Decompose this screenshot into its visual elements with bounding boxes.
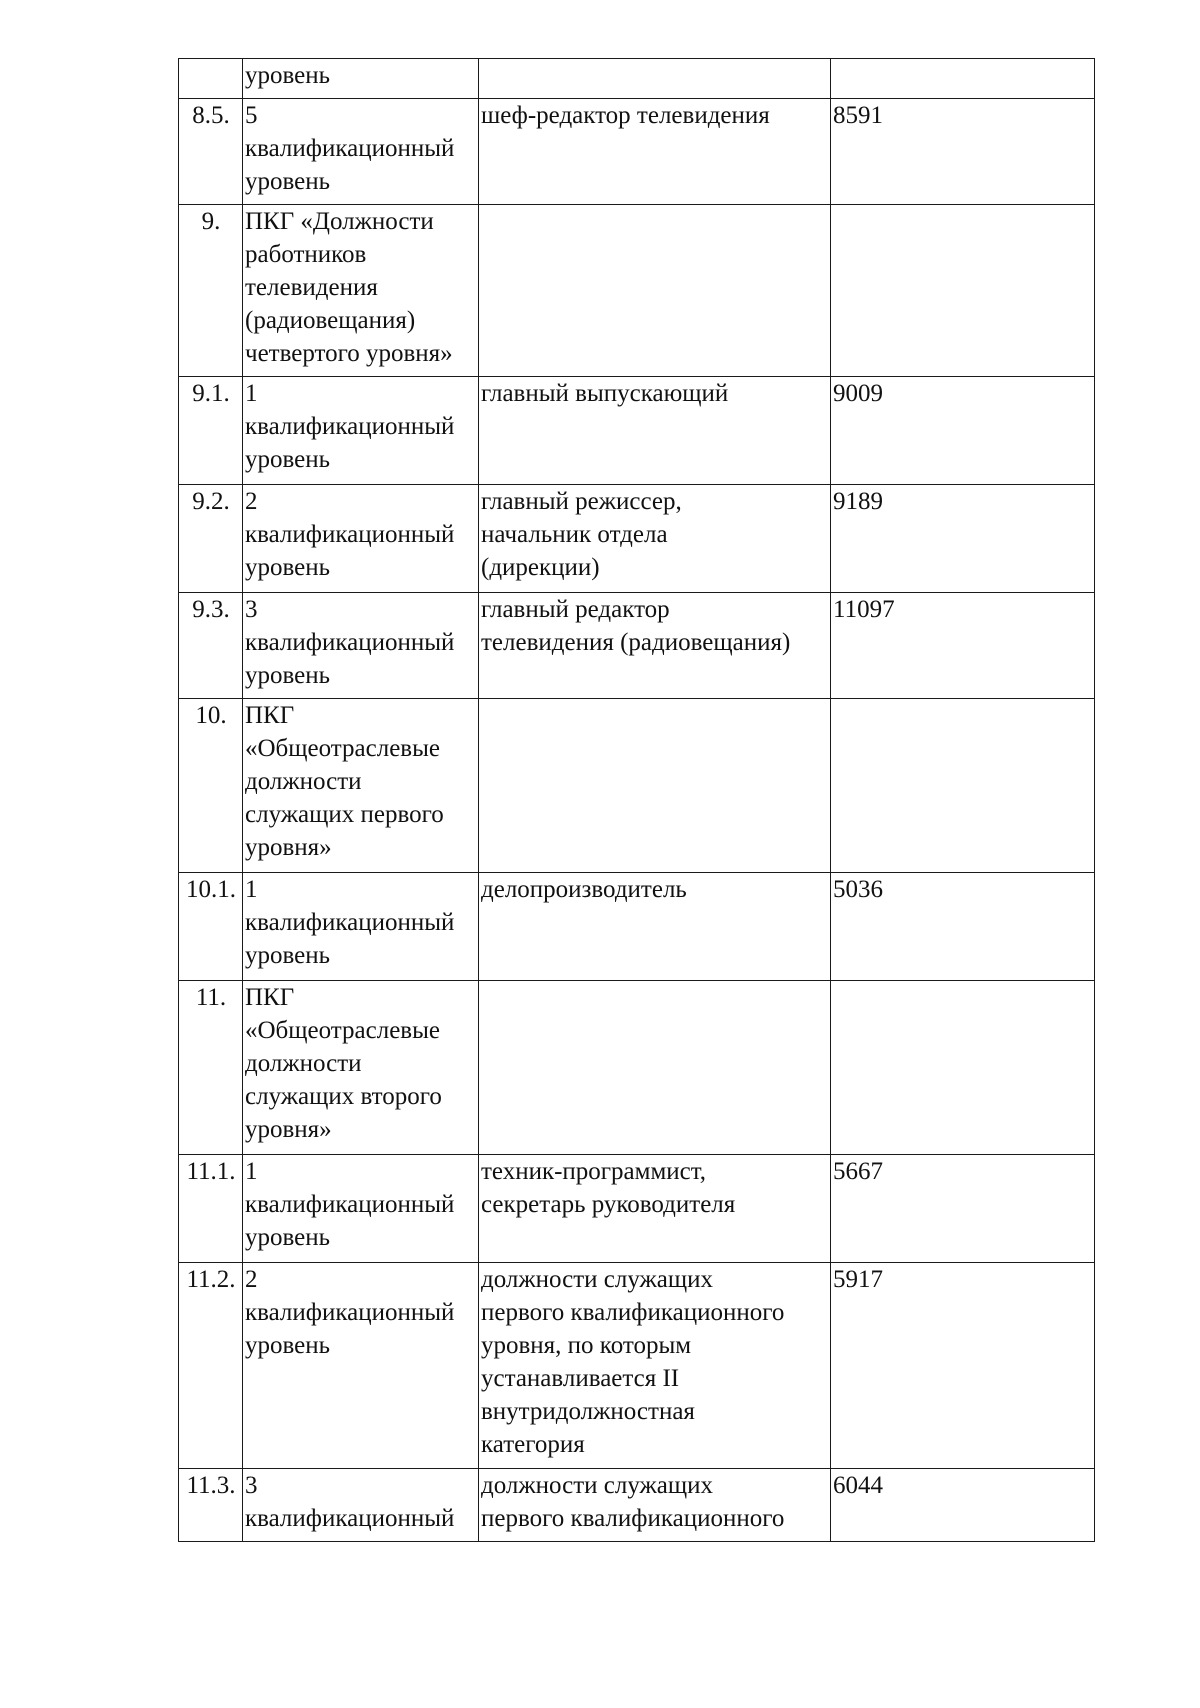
qualification-level: уровень: [243, 59, 479, 99]
salary-value: 5667: [831, 1155, 1095, 1263]
qualification-level: 1 квалификационный уровень: [243, 1155, 479, 1263]
table-row: [179, 377, 1095, 485]
table-row: [179, 699, 1095, 873]
table-row: [179, 99, 1095, 205]
salary-value: [831, 981, 1095, 1155]
position-name: [479, 699, 831, 873]
salary-value: 8591: [831, 99, 1095, 205]
position-name: делопроизводитель: [479, 873, 831, 981]
table-row: [179, 981, 1095, 1155]
row-number: 11.1.: [179, 1155, 243, 1263]
group-number: 9.: [179, 205, 243, 377]
group-number: 10.: [179, 699, 243, 873]
salary-value: 6044: [831, 1469, 1095, 1542]
salary-value: 5036: [831, 873, 1095, 981]
salary-value: [831, 699, 1095, 873]
row-number: 9.1.: [179, 377, 243, 485]
qualification-level: 1 квалификационный уровень: [243, 873, 479, 981]
position-name: главный режиссер, начальник отдела (дирекции): [479, 485, 831, 593]
table-row: [179, 593, 1095, 699]
row-number: 8.5.: [179, 99, 243, 205]
position-name: техник-программист, секретарь руководителя: [479, 1155, 831, 1263]
salary-value: 5917: [831, 1263, 1095, 1469]
salary-value: 11097: [831, 593, 1095, 699]
row-number: [179, 59, 243, 99]
table-row: [179, 1155, 1095, 1263]
table-row: [179, 1469, 1095, 1542]
row-number: 11.2.: [179, 1263, 243, 1469]
table-row: [179, 485, 1095, 593]
position-name: должности служащих первого квалификационного уровня, по которым устанавливается II внутридолжностная категория: [479, 1263, 831, 1469]
table-row: [179, 873, 1095, 981]
row-number: 9.2.: [179, 485, 243, 593]
professional-group-title: ПКГ «Общеотраслевые должности служащих первого уровня»: [243, 699, 479, 873]
salary-value: [831, 59, 1095, 99]
group-number: 11.: [179, 981, 243, 1155]
salary-value: 9189: [831, 485, 1095, 593]
position-name: [479, 981, 831, 1155]
position-name: должности служащих первого квалификационного: [479, 1469, 831, 1542]
qualification-level: 2 квалификационный уровень: [243, 485, 479, 593]
professional-group-title: ПКГ «Должности работников телевидения (радиовещания) четвертого уровня»: [243, 205, 479, 377]
salary-table: [178, 58, 1095, 1542]
qualification-level: 2 квалификационный уровень: [243, 1263, 479, 1469]
position-name: главный выпускающий: [479, 377, 831, 485]
row-number: 9.3.: [179, 593, 243, 699]
qualification-level: 3 квалификационный: [243, 1469, 479, 1542]
position-name: [479, 59, 831, 99]
table-row: [179, 59, 1095, 99]
row-number: 11.3.: [179, 1469, 243, 1542]
qualification-level: 1 квалификационный уровень: [243, 377, 479, 485]
salary-value: [831, 205, 1095, 377]
qualification-level: 5 квалификационный уровень: [243, 99, 479, 205]
row-number: 10.1.: [179, 873, 243, 981]
salary-value: 9009: [831, 377, 1095, 485]
table-row: [179, 205, 1095, 377]
position-name: главный редактор телевидения (радиовещания): [479, 593, 831, 699]
qualification-level: 3 квалификационный уровень: [243, 593, 479, 699]
table-row: [179, 1263, 1095, 1469]
position-name: шеф-редактор телевидения: [479, 99, 831, 205]
position-name: [479, 205, 831, 377]
professional-group-title: ПКГ «Общеотраслевые должности служащих второго уровня»: [243, 981, 479, 1155]
